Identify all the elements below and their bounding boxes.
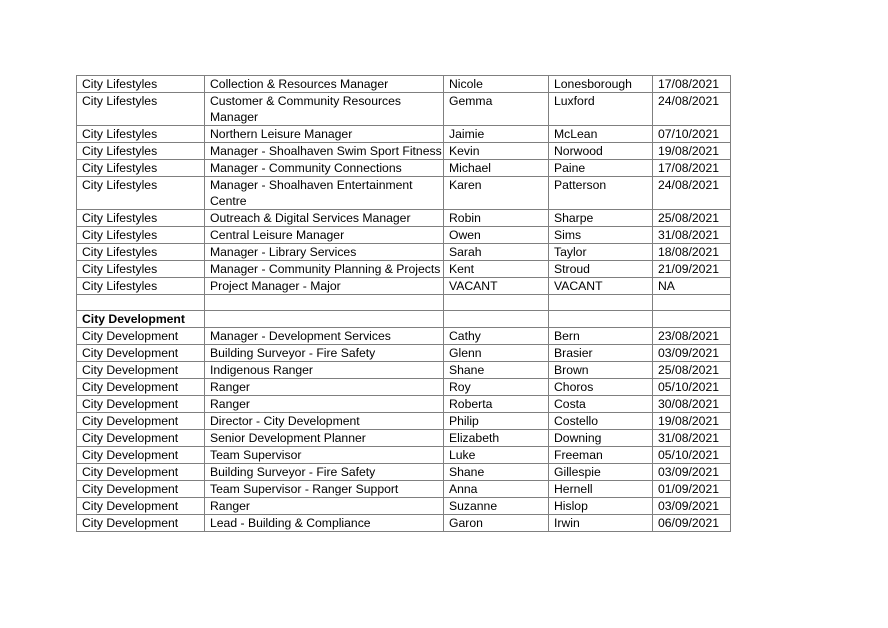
position-cell: Building Surveyor - Fire Safety [205, 345, 444, 362]
department-cell: City Lifestyles [77, 76, 205, 93]
first-name-cell [444, 311, 549, 328]
department-cell [77, 295, 205, 311]
table-row [77, 515, 731, 532]
table-row [77, 244, 731, 261]
position-cell: Northern Leisure Manager [205, 126, 444, 143]
date-cell: 01/09/2021 [653, 481, 731, 498]
department-cell: City Development [77, 464, 205, 481]
department-cell: City Lifestyles [77, 93, 205, 126]
position-cell: Customer & Community Resources Manager [205, 93, 444, 126]
date-cell: 19/08/2021 [653, 413, 731, 430]
last-name-cell: Costa [549, 396, 653, 413]
first-name-cell: Karen [444, 177, 549, 210]
position-cell: Indigenous Ranger [205, 362, 444, 379]
first-name-cell: Sarah [444, 244, 549, 261]
last-name-cell: Sims [549, 227, 653, 244]
date-cell: 25/08/2021 [653, 210, 731, 227]
position-cell: Team Supervisor - Ranger Support [205, 481, 444, 498]
last-name-cell [549, 311, 653, 328]
department-cell: City Development [77, 515, 205, 532]
date-cell: 06/09/2021 [653, 515, 731, 532]
last-name-cell: Brown [549, 362, 653, 379]
staff-table [76, 75, 731, 532]
last-name-cell: Downing [549, 430, 653, 447]
department-cell: City Lifestyles [77, 210, 205, 227]
first-name-cell: Cathy [444, 328, 549, 345]
last-name-cell: Paine [549, 160, 653, 177]
position-cell: Ranger [205, 379, 444, 396]
date-cell: 30/08/2021 [653, 396, 731, 413]
last-name-cell: Freeman [549, 447, 653, 464]
last-name-cell: Lonesborough [549, 76, 653, 93]
position-cell: Ranger [205, 396, 444, 413]
table-row [77, 481, 731, 498]
last-name-cell: Taylor [549, 244, 653, 261]
position-cell: Ranger [205, 498, 444, 515]
position-cell: Manager - Library Services [205, 244, 444, 261]
first-name-cell: Roy [444, 379, 549, 396]
date-cell: 31/08/2021 [653, 227, 731, 244]
position-cell: Manager - Community Connections [205, 160, 444, 177]
position-cell: Project Manager - Major [205, 278, 444, 295]
table-row [77, 76, 731, 93]
first-name-cell: Luke [444, 447, 549, 464]
last-name-cell: McLean [549, 126, 653, 143]
position-cell: Manager - Community Planning & Projects [205, 261, 444, 278]
position-cell: Manager - Shoalhaven Swim Sport Fitness [205, 143, 444, 160]
department-cell: City Development [77, 328, 205, 345]
position-cell: Lead - Building & Compliance [205, 515, 444, 532]
table-row [77, 93, 731, 126]
last-name-cell [549, 295, 653, 311]
last-name-cell: Brasier [549, 345, 653, 362]
date-cell: 24/08/2021 [653, 93, 731, 126]
position-cell: Director - City Development [205, 413, 444, 430]
position-cell: Central Leisure Manager [205, 227, 444, 244]
position-cell: Team Supervisor [205, 447, 444, 464]
department-cell: City Development [77, 379, 205, 396]
date-cell [653, 311, 731, 328]
table-row [77, 464, 731, 481]
blank-row [77, 295, 731, 311]
last-name-cell: Hernell [549, 481, 653, 498]
first-name-cell: Owen [444, 227, 549, 244]
first-name-cell: Jaimie [444, 126, 549, 143]
table-row [77, 413, 731, 430]
table-row [77, 210, 731, 227]
department-cell: City Development [77, 362, 205, 379]
table-row [77, 345, 731, 362]
first-name-cell: Glenn [444, 345, 549, 362]
table-row [77, 396, 731, 413]
department-cell: City Lifestyles [77, 143, 205, 160]
last-name-cell: Choros [549, 379, 653, 396]
date-cell: 03/09/2021 [653, 345, 731, 362]
position-cell [205, 311, 444, 328]
first-name-cell: VACANT [444, 278, 549, 295]
first-name-cell: Philip [444, 413, 549, 430]
last-name-cell: Luxford [549, 93, 653, 126]
table-row [77, 379, 731, 396]
table-row [77, 227, 731, 244]
last-name-cell: Costello [549, 413, 653, 430]
table-row [77, 328, 731, 345]
department-cell: City Development [77, 311, 205, 328]
department-cell: City Lifestyles [77, 126, 205, 143]
table-row [77, 362, 731, 379]
first-name-cell: Kevin [444, 143, 549, 160]
first-name-cell: Shane [444, 362, 549, 379]
first-name-cell: Shane [444, 464, 549, 481]
table-row [77, 177, 731, 210]
department-cell: City Development [77, 413, 205, 430]
department-cell: City Lifestyles [77, 160, 205, 177]
position-cell: Senior Development Planner [205, 430, 444, 447]
department-cell: City Development [77, 481, 205, 498]
staff-table-body [77, 76, 731, 532]
first-name-cell: Robin [444, 210, 549, 227]
department-cell: City Lifestyles [77, 261, 205, 278]
last-name-cell: VACANT [549, 278, 653, 295]
first-name-cell [444, 295, 549, 311]
table-row [77, 143, 731, 160]
first-name-cell: Roberta [444, 396, 549, 413]
department-cell: City Development [77, 447, 205, 464]
last-name-cell: Bern [549, 328, 653, 345]
department-cell: City Lifestyles [77, 244, 205, 261]
date-cell: 31/08/2021 [653, 430, 731, 447]
date-cell: 05/10/2021 [653, 379, 731, 396]
last-name-cell: Norwood [549, 143, 653, 160]
table-row [77, 126, 731, 143]
last-name-cell: Stroud [549, 261, 653, 278]
department-cell: City Lifestyles [77, 177, 205, 210]
first-name-cell: Nicole [444, 76, 549, 93]
date-cell: 23/08/2021 [653, 328, 731, 345]
department-cell: City Development [77, 430, 205, 447]
section-header-row [77, 311, 731, 328]
date-cell: 21/09/2021 [653, 261, 731, 278]
department-cell: City Development [77, 345, 205, 362]
department-cell: City Development [77, 396, 205, 413]
date-cell: 17/08/2021 [653, 76, 731, 93]
first-name-cell: Garon [444, 515, 549, 532]
date-cell: 03/09/2021 [653, 464, 731, 481]
first-name-cell: Elizabeth [444, 430, 549, 447]
table-row [77, 261, 731, 278]
position-cell: Manager - Development Services [205, 328, 444, 345]
first-name-cell: Suzanne [444, 498, 549, 515]
position-cell: Collection & Resources Manager [205, 76, 444, 93]
department-cell: City Lifestyles [77, 227, 205, 244]
last-name-cell: Hislop [549, 498, 653, 515]
first-name-cell: Anna [444, 481, 549, 498]
date-cell: 19/08/2021 [653, 143, 731, 160]
position-cell: Manager - Shoalhaven Entertainment Centre [205, 177, 444, 210]
date-cell: 03/09/2021 [653, 498, 731, 515]
department-cell: City Development [77, 498, 205, 515]
last-name-cell: Gillespie [549, 464, 653, 481]
date-cell: 05/10/2021 [653, 447, 731, 464]
table-row [77, 447, 731, 464]
date-cell: NA [653, 278, 731, 295]
table-row [77, 278, 731, 295]
last-name-cell: Patterson [549, 177, 653, 210]
date-cell [653, 295, 731, 311]
date-cell: 07/10/2021 [653, 126, 731, 143]
position-cell: Building Surveyor - Fire Safety [205, 464, 444, 481]
last-name-cell: Sharpe [549, 210, 653, 227]
first-name-cell: Kent [444, 261, 549, 278]
table-row [77, 160, 731, 177]
date-cell: 25/08/2021 [653, 362, 731, 379]
department-cell: City Lifestyles [77, 278, 205, 295]
position-cell: Outreach & Digital Services Manager [205, 210, 444, 227]
date-cell: 24/08/2021 [653, 177, 731, 210]
table-row [77, 430, 731, 447]
table-row [77, 498, 731, 515]
date-cell: 18/08/2021 [653, 244, 731, 261]
date-cell: 17/08/2021 [653, 160, 731, 177]
position-cell [205, 295, 444, 311]
last-name-cell: Irwin [549, 515, 653, 532]
first-name-cell: Gemma [444, 93, 549, 126]
first-name-cell: Michael [444, 160, 549, 177]
